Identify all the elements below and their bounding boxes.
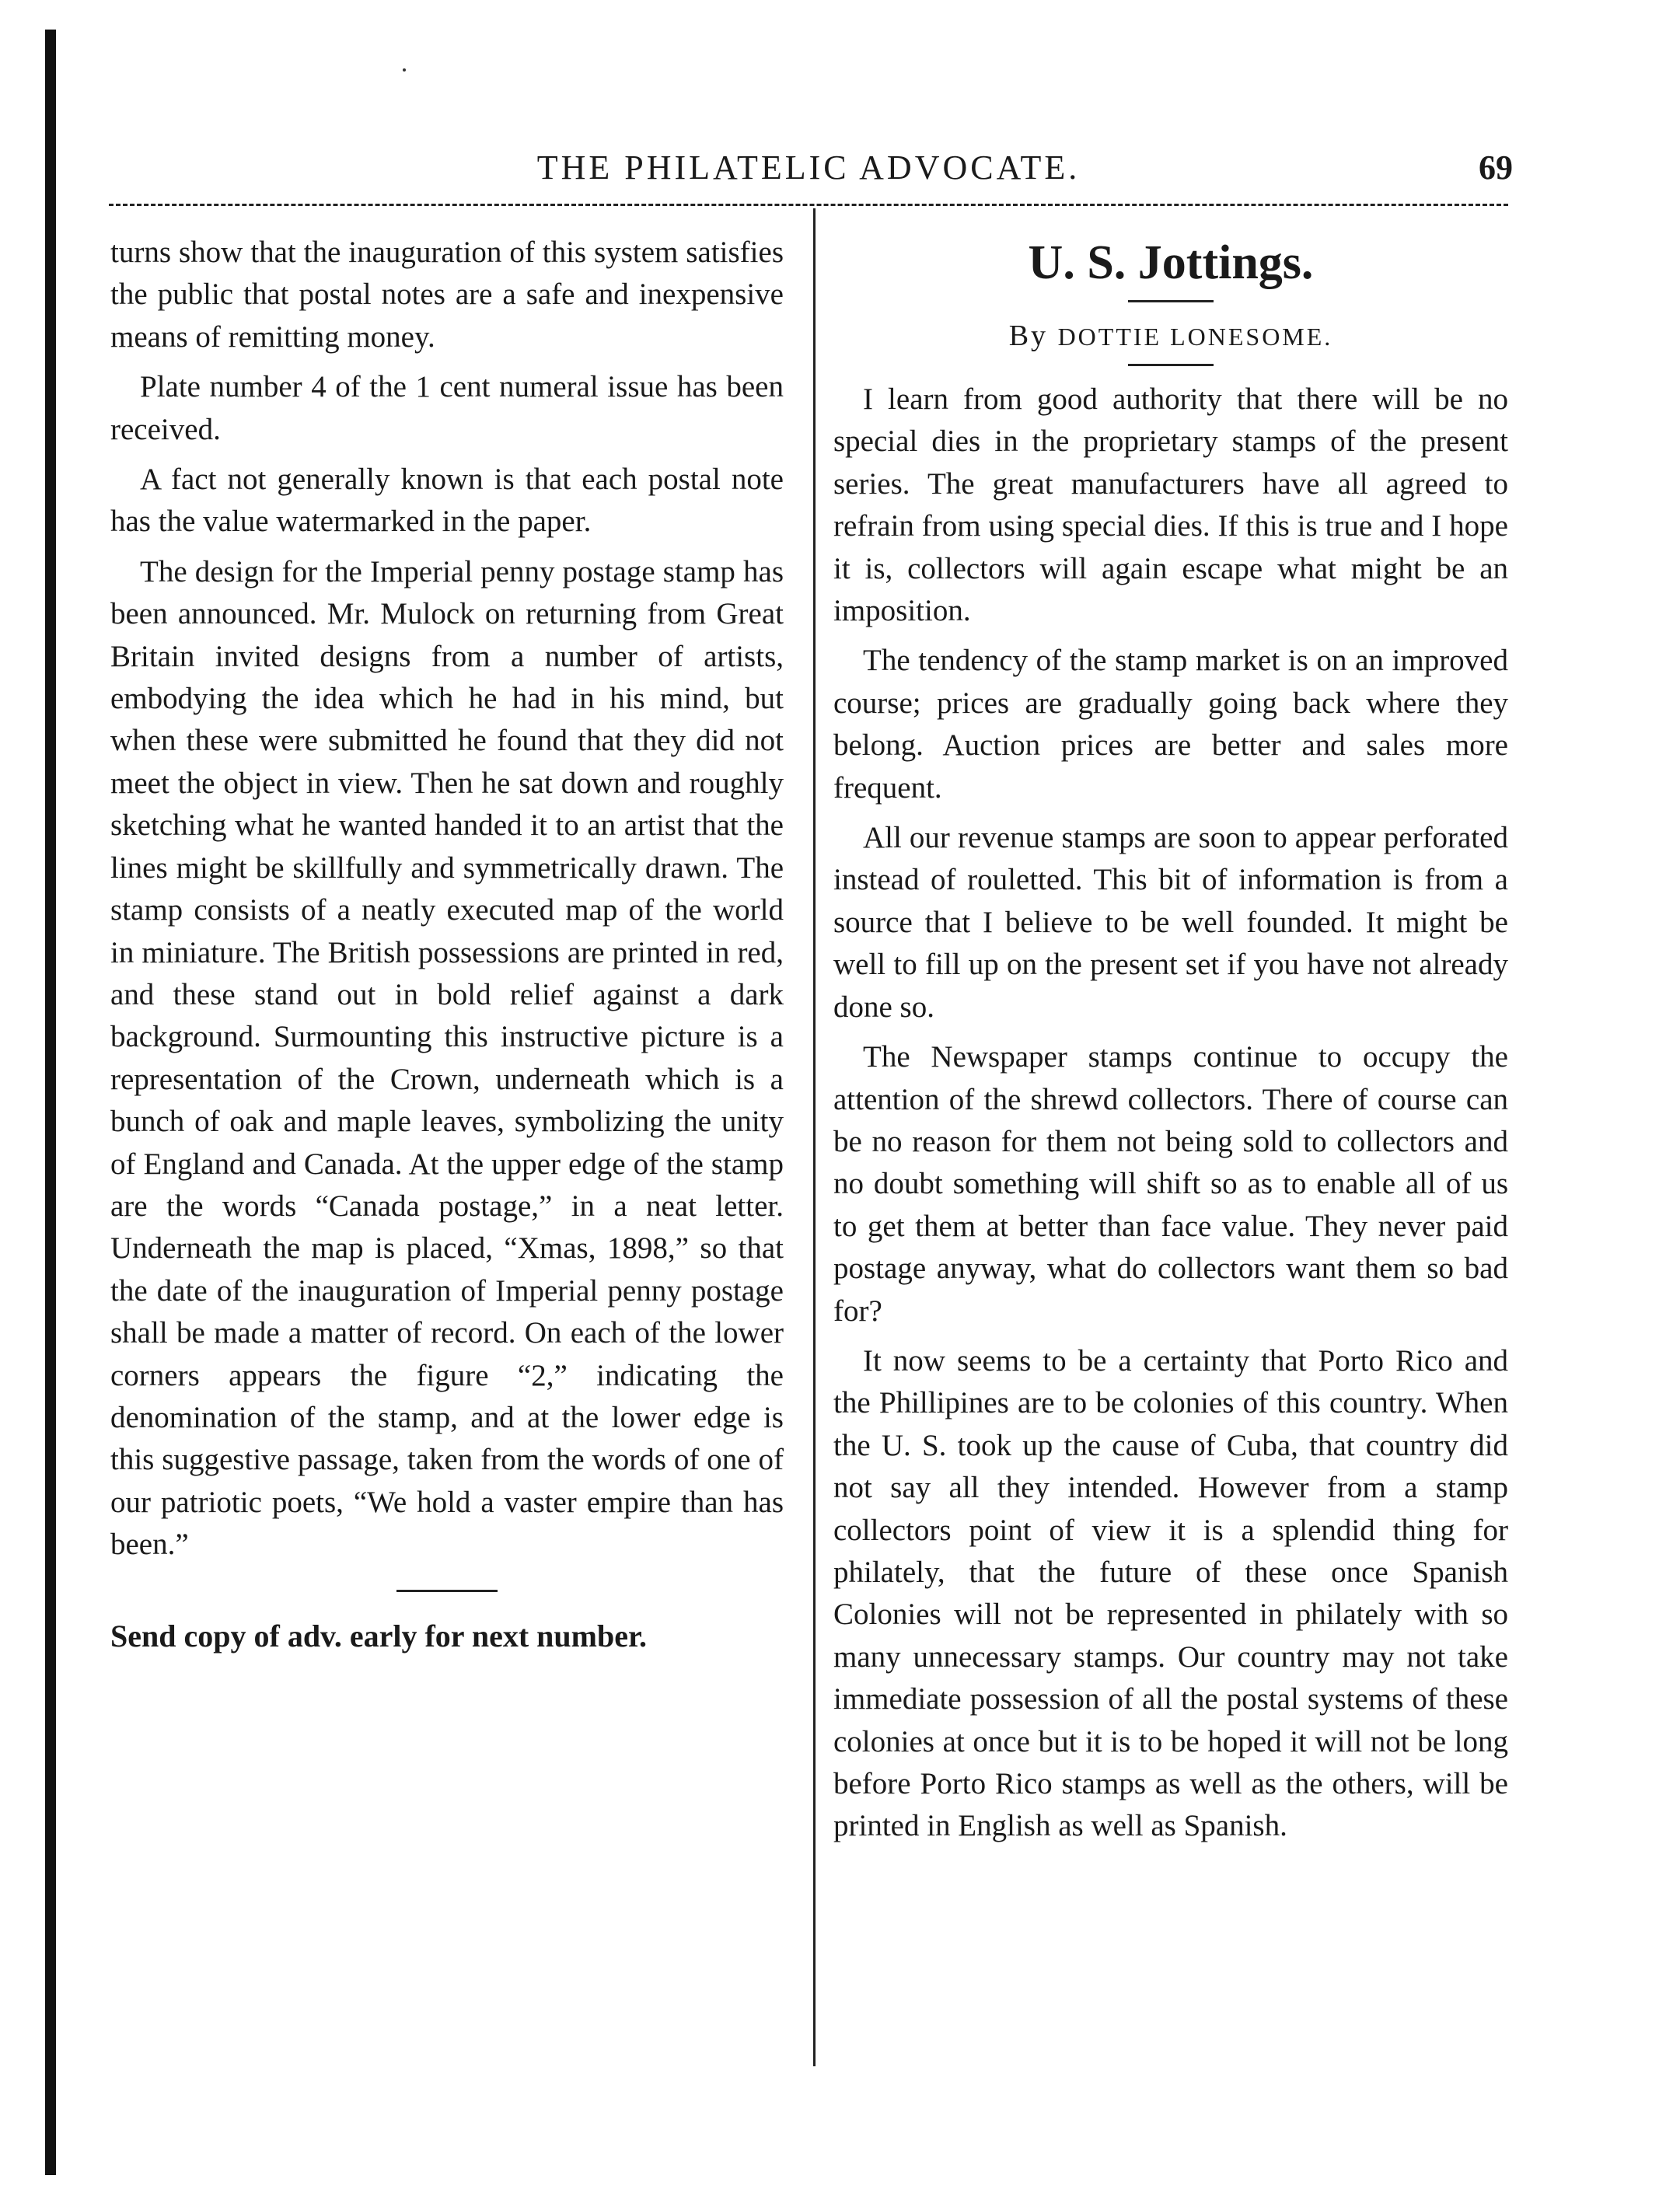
right-column xyxy=(833,232,1508,1856)
right-paragraph-1: I learn from good authority that there will be no special dies in the proprietary stamps of the present series. The great manufacturers have all agreed to refrain from using special dies. If this is true and I hope it is, collectors will again escape what might be an imposition. xyxy=(833,382,1508,628)
right-paragraph-4: The Newspaper stamps continue to occupy the attention of the shrewd collectors. There of course can be no reason for them not being sold to collectors and no doubt something will shift so as to enable all of us to get them at better than face value. They never paid postage anyway, what do collectors want them so bad for? xyxy=(833,1040,1508,1328)
left-paragraph-2: Plate number 4 of the 1 cent numeral issue has been received. xyxy=(110,370,784,446)
byline-rule xyxy=(1128,364,1214,366)
print-speck xyxy=(403,68,406,72)
title-rule xyxy=(1128,300,1214,302)
left-column xyxy=(110,232,784,1665)
left-paragraph-4: The design for the Imperial penny postage stamp has been announced. Mr. Mulock on returning from Great Britain invited designs from a number of artists, embodying the idea which he had in his mind, but when these were submitted he found that they did not meet the object in view. Then he sat down and roughly sketching what he wanted handed it to an artist that the lines might be skillfully and symmetrically drawn. The stamp consists of a neatly executed map of the world in miniature. The British possessions are printed in red, and these stand out in bold relief against a dark background. Surmounting this instructive picture is a representation of the Crown, underneath which is a bunch of oak and maple leaves, symbolizing the unity of England and Canada. At the upper edge of the stamp are the words “Canada postage,” in a neat letter. Underneath the map is placed, “Xmas, 1898,” so that the date of the inauguration of Imperial penny postage shall be made a matter of record. On each of the lower corners appears the figure “2,” indicating the denomination of the stamp, and at the lower edge is this suggestive passage, taken from the words of one of our patriotic poets, “We hold a vaster empire than has been.” xyxy=(110,554,784,1562)
byline-author: DOTTIE LONESOME. xyxy=(1057,323,1333,351)
right-paragraph-3: All our revenue stamps are soon to appear perforated instead of rouletted. This bit of information is from a source that I believe to be well founded. It might be well to fill up on the present set if you have not already done so. xyxy=(833,821,1508,1024)
left-paragraph-3: A fact not generally known is that each postal note has the value watermarked in the paper. xyxy=(110,463,784,539)
article-title: U. S. Jottings. xyxy=(1028,236,1314,289)
byline-prefix: By xyxy=(1008,320,1049,352)
header-rule xyxy=(109,204,1508,206)
page-number: 69 xyxy=(1479,148,1513,187)
column-divider xyxy=(813,208,816,2066)
running-title: THE PHILATELIC ADVOCATE. xyxy=(536,148,1081,187)
right-paragraph-5: It now seems to be a certainty that Porto Rico and the Phillipines are to be colonies of this country. When the U. S. took up the cause of Cuba, that country did not say all they intended. However from a stamp collectors point of view it is a splendid thing for philately, that the future of these once Spanish Colonies will not be represented in philately with so many unnecessary stamps. Our country may not take immediate possession of all the postal systems of these colonies at once but it is to be hoped it will not be long before Porto Rico stamps as well as the others, will be printed in English as well as Spanish. xyxy=(833,1343,1508,1843)
advertising-notice: Send copy of adv. early for next number. xyxy=(110,1618,648,1653)
left-paragraph-1: turns show that the inauguration of this system satisfies the public that postal notes are a safe and inexpensive means of remitting money. xyxy=(110,236,784,354)
page-binding-edge xyxy=(45,30,56,2175)
right-paragraph-2: The tendency of the stamp market is on an improved course; prices are gradually going back where they belong. Auction prices are better and sales more frequent. xyxy=(833,644,1508,805)
running-head xyxy=(109,148,1513,202)
notice-rule xyxy=(396,1590,498,1592)
byline xyxy=(833,315,1508,358)
